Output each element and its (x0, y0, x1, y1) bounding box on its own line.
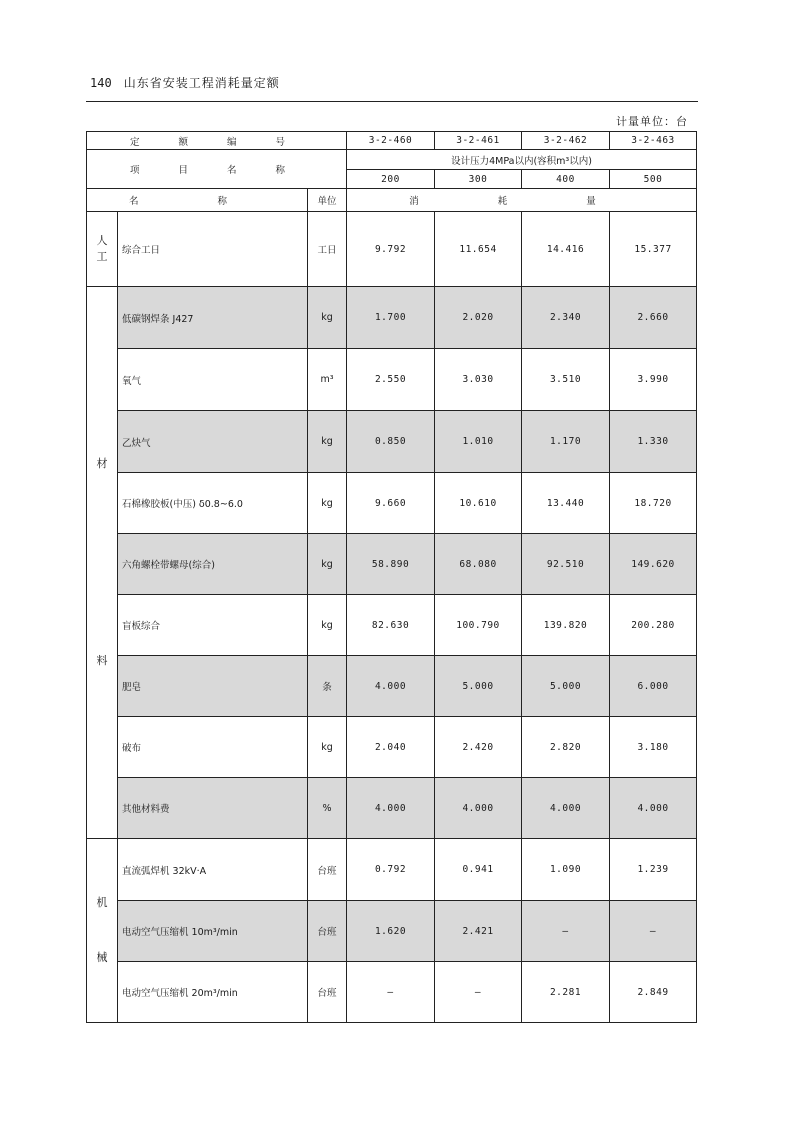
table-row (87, 839, 697, 901)
consumption-value: 4.000 (522, 778, 610, 839)
consumption-value: 139.820 (522, 595, 610, 656)
item-name: 低碳钢焊条 J427 (118, 287, 308, 349)
consumption-value: 68.080 (435, 534, 522, 595)
consumption-value: — (610, 901, 697, 962)
unit-label: 计量单位：台 (616, 115, 688, 128)
consumption-value: 14.416 (522, 212, 610, 287)
consumption-value: 3.030 (435, 349, 522, 411)
consumption-value: — (347, 962, 435, 1023)
category-char: 料 (96, 653, 108, 667)
item-unit: 条 (308, 656, 347, 717)
item-unit: kg (308, 473, 347, 534)
consumption-value: 4.000 (347, 656, 435, 717)
table-row (87, 595, 697, 656)
consumption-value: 82.630 (347, 595, 435, 656)
page-number: 140 (90, 76, 112, 90)
category-char: 人 (96, 233, 108, 247)
consumption-value: 3.990 (610, 349, 697, 411)
consumption-value: 1.700 (347, 287, 435, 349)
consumption-value: 1.620 (347, 901, 435, 962)
table-row (87, 901, 697, 962)
item-unit: % (308, 778, 347, 839)
consumption-value: 9.792 (347, 212, 435, 287)
table-row (87, 778, 697, 839)
consumption-value: 0.792 (347, 839, 435, 901)
spec-label: 设计压力4MPa以内(容积m³以内) (347, 150, 697, 170)
consumption-value: 1.330 (610, 411, 697, 473)
item-unit: kg (308, 411, 347, 473)
quota-table (86, 131, 697, 1023)
consumption-value: — (435, 962, 522, 1023)
consumption-value: 2.040 (347, 717, 435, 778)
item-name: 破布 (118, 717, 308, 778)
consumption-value: 2.281 (522, 962, 610, 1023)
consumption-value: 2.820 (522, 717, 610, 778)
item-label: 项 目 名 称 (87, 150, 347, 189)
consumption-value: 1.090 (522, 839, 610, 901)
spec-value: 400 (522, 170, 610, 189)
table-row (87, 212, 697, 287)
quota-code: 3-2-463 (610, 132, 697, 150)
table-row (87, 473, 697, 534)
consumption-value: 4.000 (435, 778, 522, 839)
consumption-value: 2.660 (610, 287, 697, 349)
consumption-value: 2.340 (522, 287, 610, 349)
table-row (87, 962, 697, 1023)
consumption-value: 11.654 (435, 212, 522, 287)
item-unit: kg (308, 287, 347, 349)
item-unit: m³ (308, 349, 347, 411)
consumption-value: 1.170 (522, 411, 610, 473)
consumption-value: 2.420 (435, 717, 522, 778)
column-header-row (87, 189, 697, 212)
consumption-value: 15.377 (610, 212, 697, 287)
item-unit: 台班 (308, 839, 347, 901)
spec-value: 200 (347, 170, 435, 189)
name-column-header: 名 称 (87, 189, 308, 212)
consumption-value: 6.000 (610, 656, 697, 717)
unit-column-header: 单位 (308, 189, 347, 212)
consumption-value: 1.239 (610, 839, 697, 901)
consumption-value: 0.941 (435, 839, 522, 901)
category-cell (87, 839, 118, 1023)
consumption-value: 100.790 (435, 595, 522, 656)
consumption-value: 200.280 (610, 595, 697, 656)
quota-label: 定 额 编 号 (87, 132, 347, 150)
quota-code: 3-2-462 (522, 132, 610, 150)
table-row (87, 411, 697, 473)
item-unit: 台班 (308, 962, 347, 1023)
item-name: 六角螺栓带螺母(综合) (118, 534, 308, 595)
item-name: 其他材料费 (118, 778, 308, 839)
consumption-value: 2.849 (610, 962, 697, 1023)
consumption-value: 3.180 (610, 717, 697, 778)
item-name: 电动空气压缩机 20m³/min (118, 962, 308, 1023)
item-unit: kg (308, 534, 347, 595)
category-cell (87, 212, 118, 287)
item-unit: kg (308, 595, 347, 656)
category-char: 工 (96, 250, 108, 263)
table-row (87, 656, 697, 717)
consumption-value: 10.610 (435, 473, 522, 534)
consumption-value: 13.440 (522, 473, 610, 534)
spec-label-row (87, 150, 697, 170)
item-unit: 台班 (308, 901, 347, 962)
consumption-value: 3.510 (522, 349, 610, 411)
item-name: 盲板综合 (118, 595, 308, 656)
consumption-value: 4.000 (610, 778, 697, 839)
table-row (87, 349, 697, 411)
consumption-value: 9.660 (347, 473, 435, 534)
item-name: 石棉橡胶板(中压) δ0.8~6.0 (118, 473, 308, 534)
consumption-value: 149.620 (610, 534, 697, 595)
quota-code-row (87, 132, 697, 150)
consumption-value: 4.000 (347, 778, 435, 839)
quota-code: 3-2-461 (435, 132, 522, 150)
spec-value: 500 (610, 170, 697, 189)
item-name: 电动空气压缩机 10m³/min (118, 901, 308, 962)
book-title: 山东省安装工程消耗量定额 (123, 76, 280, 90)
consumption-value: 18.720 (610, 473, 697, 534)
consumption-value: 2.550 (347, 349, 435, 411)
item-name: 综合工日 (118, 212, 308, 287)
consumption-value: 58.890 (347, 534, 435, 595)
item-name: 直流弧焊机 32kV·A (118, 839, 308, 901)
consumption-header: 消 耗 量 (347, 189, 697, 212)
consumption-value: 2.421 (435, 901, 522, 962)
consumption-value: 2.020 (435, 287, 522, 349)
category-cell (87, 287, 118, 839)
item-name: 乙炔气 (118, 411, 308, 473)
header-rule (86, 101, 698, 102)
quota-code: 3-2-460 (347, 132, 435, 150)
item-unit: kg (308, 717, 347, 778)
item-name: 氧气 (118, 349, 308, 411)
table-row (87, 717, 697, 778)
table-row (87, 534, 697, 595)
spec-value: 300 (435, 170, 522, 189)
item-unit: 工日 (308, 212, 347, 287)
category-char: 械 (96, 950, 108, 964)
consumption-value: 5.000 (435, 656, 522, 717)
item-name: 肥皂 (118, 656, 308, 717)
consumption-value: — (522, 901, 610, 962)
table-row (87, 287, 697, 349)
page-header (90, 74, 280, 91)
consumption-value: 0.850 (347, 411, 435, 473)
consumption-value: 5.000 (522, 656, 610, 717)
consumption-value: 1.010 (435, 411, 522, 473)
category-char: 机 (96, 896, 108, 909)
consumption-value: 92.510 (522, 534, 610, 595)
category-char: 材 (96, 457, 108, 470)
